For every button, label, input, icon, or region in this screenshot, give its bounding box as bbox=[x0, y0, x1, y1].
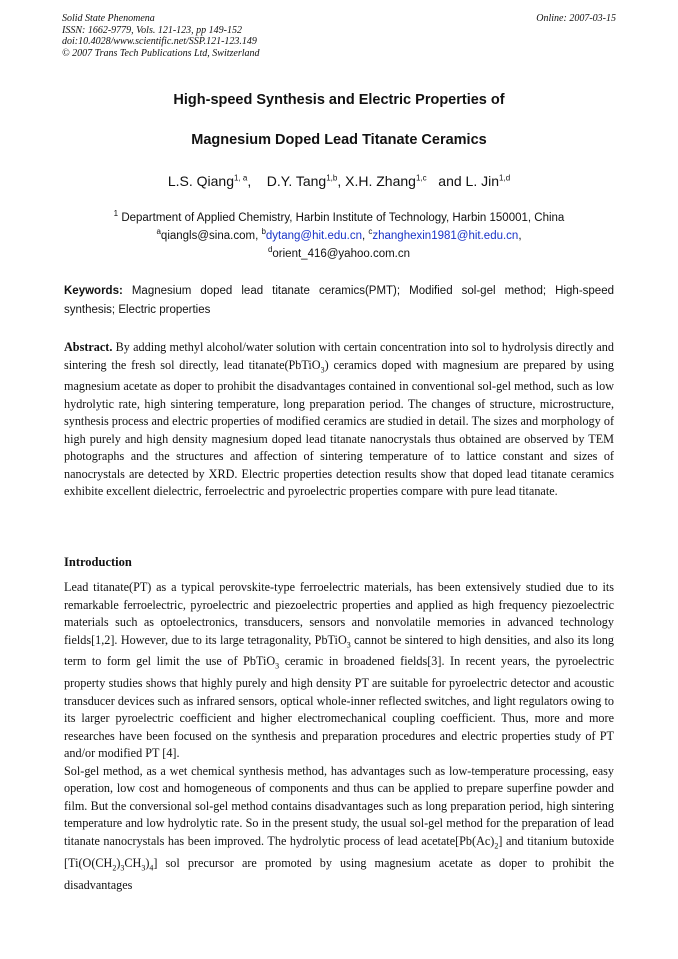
email-b-link[interactable]: dytang@hit.edu.cn bbox=[265, 229, 362, 242]
author-list: L.S. Qiang$^{1, a}$, D.Y. Tang$^{1,b}$, X.H. Zhang$^{1,c}$ and L. Jin$^{1,d}$ bbox=[167, 173, 511, 189]
keywords bbox=[64, 282, 614, 320]
email-list-2: $^d$orient_416@yahoo.com.cn bbox=[267, 245, 411, 260]
issn-line: ISSN: 1662-9779, Vols. 121-123, pp 149-152 bbox=[62, 24, 242, 36]
keywords-text: Magnesium doped lead titanate ceramics(PMT); Modified sol-gel method; High-speed synthesis; Electric properties bbox=[64, 285, 614, 316]
section-heading-introduction: Introduction bbox=[64, 555, 132, 569]
page-header bbox=[62, 13, 616, 59]
paper-title-line-1: High-speed Synthesis and Electric Properties of bbox=[173, 92, 505, 108]
author-superscript: 1,c bbox=[415, 173, 427, 183]
online-date: Online: 2007-03-15 bbox=[536, 13, 616, 24]
author-name: L. Jin bbox=[465, 173, 500, 189]
affiliation: $^1$ Department of Applied Chemistry, Harbin Institute of Technology, Harbin 150001, China bbox=[113, 209, 565, 224]
email-d: orient_416@yahoo.com.cn bbox=[272, 247, 411, 260]
intro-paragraph-2: Sol-gel method, as a wet chemical synthesis method, has advantages such as low-temperature processing, easy operation, low cost and homogeneous of components and thus can be applied to prepare superfine powder and film. But the conversional sol-gel method contains disadvantages such as long preparation period, high sintering temperature and low hydrolytic rate. So in the present study, the usual sol-gel method for the preparation of lead titanate nanocrystals has been improved. The hydrolytic process of lead $acetate[Pb(Ac)_2]$ and titanium butoxide $[Ti(O(CH_2)_3CH_3)_4]$ sol precursor are promoted by using magnesium acetate as doper to prohibit the disadvantages bbox=[64, 763, 614, 892]
copyright-line: © 2007 Trans Tech Publications Ltd, Switzerland bbox=[62, 47, 260, 59]
keywords-label: Keywords: bbox=[64, 285, 123, 297]
author-superscript: 1, a bbox=[234, 173, 248, 183]
author-superscript: 1,d bbox=[499, 173, 511, 183]
introduction-body bbox=[64, 579, 614, 894]
email-a: qiangls@sina.com bbox=[160, 229, 256, 242]
abstract-label: Abstract. bbox=[64, 340, 113, 354]
author-name: D.Y. Tang bbox=[266, 173, 327, 189]
paper-title-line-2: Magnesium Doped Lead Titanate Ceramics bbox=[191, 132, 487, 148]
email-list: $^a$qiangls@sina.com, $^b$dytang@hit.edu.cn, $^c$zhanghexin1981@hit.edu.cn, bbox=[156, 227, 522, 242]
journal-name: Solid State Phenomena bbox=[62, 13, 155, 24]
author-superscript: 1,b bbox=[326, 173, 338, 183]
abstract: Abstract. By adding methyl alcohol/water solution with certain concentration into sol to hydrolysis directly and sintering the fresh sol directly, lead titanate(PbTiO$_3$) ceramics doped with magnesium are prepared by using magnesium acetate as doper to prohibit the disadvantages contained in conventional sol-gel method, such as low hydrolytic rate, high sintering temperature, long preparation period. The changes of structure, microstructure, synthesis process and electric properties of modified ceramics are studied in detail. The sizes and morphology of high purely and high density magnesium doped lead titanate nanocrystals thus obtained are observed by TEM photographs and the structures and affection of sintering temperature of to lattice constant and sizes of nanocrystals are detected by XRD. Electric properties detection results show that doped lead titanate ceramics exhibite excellent dielectric, ferroelectric and pyroelectric properties compare with pure lead titanate. bbox=[64, 340, 614, 499]
email-c-link[interactable]: zhanghexin1981@hit.edu.cn bbox=[372, 229, 519, 242]
author-name: X.H. Zhang bbox=[345, 173, 416, 189]
intro-paragraph-1: Lead titanate(PT) as a typical perovskite-type ferroelectric materials, has been extensively studied due to its remarkable ferroelectric, pyroelectric and piezoelectric properties and applied as high frequency piezoelectric materials such as optoelectronics, transducers, sensors and nonvolatile memories in advanced technology fields[1,2]. However, due to its large tetragonality, PbTiO$_3$ cannot be sintered to high densities, and also its long term to form gel limit the use of PbTiO$_3$ ceramic in broadened fields[3]. In recent years, the pyroelectric property studies shows that highly purely and high density PT are suitable for pyroelectric detector and acoustic transducer devices such as infrared sensors, optical whole-inner reflected switches, and light regulators owing to its larger pyroelectric coefficient and higher electromechanical coupling coefficient. Thus, more and more researches have been focused on the synthesis and preparation procedures and electric properties study of PT and/or modified PT [4]. bbox=[64, 580, 614, 761]
doi-line: doi:10.4028/www.scientific.net/SSP.121-123.149 bbox=[62, 36, 257, 47]
author-name: L.S. Qiang bbox=[167, 173, 234, 189]
